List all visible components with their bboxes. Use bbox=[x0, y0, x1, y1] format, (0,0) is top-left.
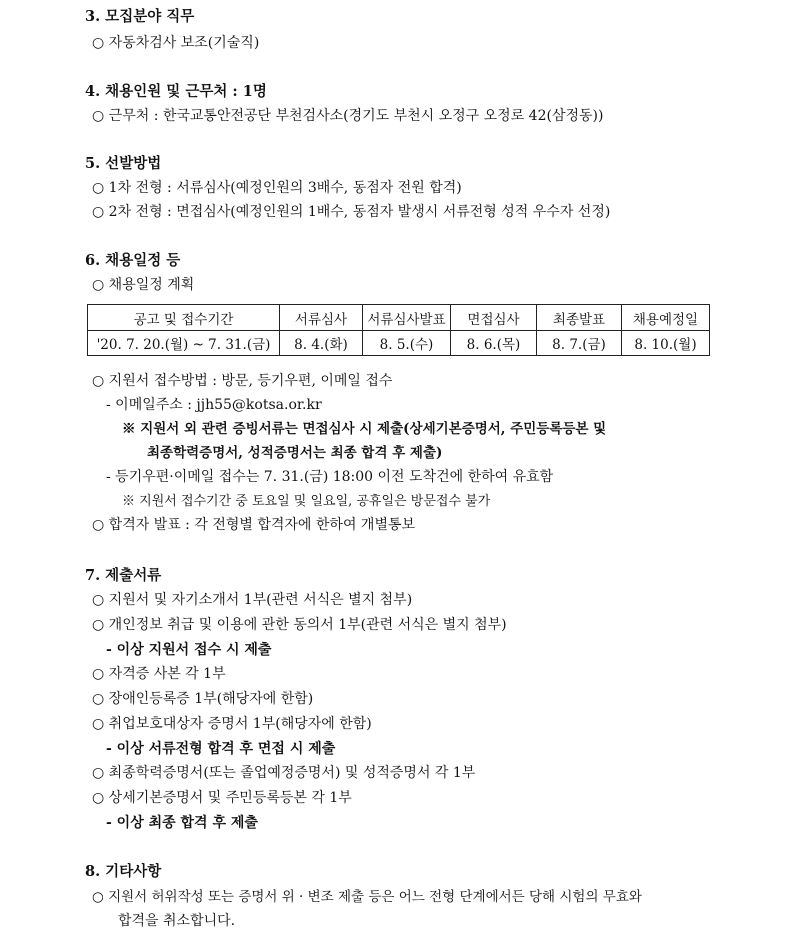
section-4-item: ○ 근무처 : 한국교통안전공단 부천검사소(경기도 부천시 오정구 오정로 42(삼정동)) bbox=[92, 108, 604, 124]
section-5-item-2: ○ 2차 전형 : 면접심사(예정인원의 1배수, 동점자 발생시 서류전형 성적 우수자 선정) bbox=[92, 204, 611, 220]
schedule-table bbox=[87, 304, 710, 356]
submission-stage-label: - 이상 지원서 접수 시 제출 bbox=[106, 642, 272, 658]
required-doc-item: ○ 지원서 및 자기소개서 1부(관련 서식은 별지 첨부) bbox=[92, 592, 413, 608]
required-doc-item: ○ 장애인등록증 1부(해당자에 한함) bbox=[92, 691, 314, 707]
email-address: - 이메일주소 : jjh55@kotsa.or.kr bbox=[106, 397, 322, 413]
section-5-heading: 5. 선발방법 bbox=[85, 155, 162, 172]
section-3-item: ○ 자동차검사 보조(기술직) bbox=[92, 35, 260, 51]
schedule-header-cell: 공고 및 접수기간 bbox=[88, 305, 280, 331]
schedule-header-cell: 서류심사 bbox=[280, 305, 363, 331]
required-doc-item: ○ 상세기본증명서 및 주민등록등본 각 1부 bbox=[92, 790, 352, 806]
section-3-heading: 3. 모집분야 직무 bbox=[85, 8, 195, 25]
required-doc-item: ○ 취업보호대상자 증명서 1부(해당자에 한함) bbox=[92, 716, 372, 732]
schedule-cell: 8. 5.(수) bbox=[363, 331, 451, 356]
schedule-cell: 8. 4.(화) bbox=[280, 331, 363, 356]
schedule-header-cell: 채용예정일 bbox=[622, 305, 710, 331]
misc-note-line-2: 합격을 취소합니다. bbox=[118, 913, 236, 929]
section-6-heading: 6. 채용일정 등 bbox=[85, 252, 181, 269]
section-4-heading: 4. 채용인원 및 근무처 : 1명 bbox=[85, 83, 267, 100]
mail-deadline-note: - 등기우편·이메일 접수는 7. 31.(금) 18:00 이전 도착건에 한하여 유효함 bbox=[106, 469, 554, 485]
application-method: ○ 지원서 접수방법 : 방문, 등기우편, 이메일 접수 bbox=[92, 373, 393, 389]
result-announcement: ○ 합격자 발표 : 각 전형별 합격자에 한하여 개별통보 bbox=[92, 517, 416, 533]
required-doc-item: ○ 개인정보 취급 및 이용에 관한 동의서 1부(관련 서식은 별지 첨부) bbox=[92, 617, 507, 633]
schedule-cell: '20. 7. 20.(월) ~ 7. 31.(금) bbox=[88, 331, 280, 356]
schedule-header-cell: 최종발표 bbox=[537, 305, 622, 331]
required-doc-item: ○ 자격증 사본 각 1부 bbox=[92, 666, 226, 682]
misc-note-line-1: ○ 지원서 허위작성 또는 증명서 위 · 변조 제출 등은 어느 전형 단계에서든 당해 시험의 무효와 bbox=[92, 889, 642, 905]
submission-stage-label: - 이상 최종 합격 후 제출 bbox=[106, 815, 258, 831]
schedule-plan-label: ○ 채용일정 계획 bbox=[92, 277, 195, 293]
required-doc-item: ○ 최종학력증명서(또는 졸업예정증명서) 및 성적증명서 각 1부 bbox=[92, 765, 476, 781]
document-note-line-1: ※ 지원서 외 관련 증빙서류는 면접심사 시 제출(상세기본증명서, 주민등록등본 및 bbox=[122, 421, 607, 437]
submission-stage-label: - 이상 서류전형 합격 후 면접 시 제출 bbox=[106, 741, 336, 757]
schedule-cell: 8. 10.(월) bbox=[622, 331, 710, 356]
section-8-heading: 8. 기타사항 bbox=[85, 863, 162, 880]
section-7-heading: 7. 제출서류 bbox=[85, 567, 162, 584]
schedule-cell: 8. 6.(목) bbox=[451, 331, 537, 356]
schedule-cell: 8. 7.(금) bbox=[537, 331, 622, 356]
visit-restriction-note: ※ 지원서 접수기간 중 토요일 및 일요일, 공휴일은 방문접수 불가 bbox=[122, 494, 491, 509]
schedule-header-cell: 면접심사 bbox=[451, 305, 537, 331]
schedule-header-cell: 서류심사발표 bbox=[363, 305, 451, 331]
schedule-header-row bbox=[88, 305, 710, 331]
section-5-item-1: ○ 1차 전형 : 서류심사(예정인원의 3배수, 동점자 전원 합격) bbox=[92, 180, 462, 196]
document-note-line-2: 최종학력증명서, 성적증명서는 최종 합격 후 제출) bbox=[147, 445, 443, 461]
schedule-row bbox=[88, 331, 710, 356]
